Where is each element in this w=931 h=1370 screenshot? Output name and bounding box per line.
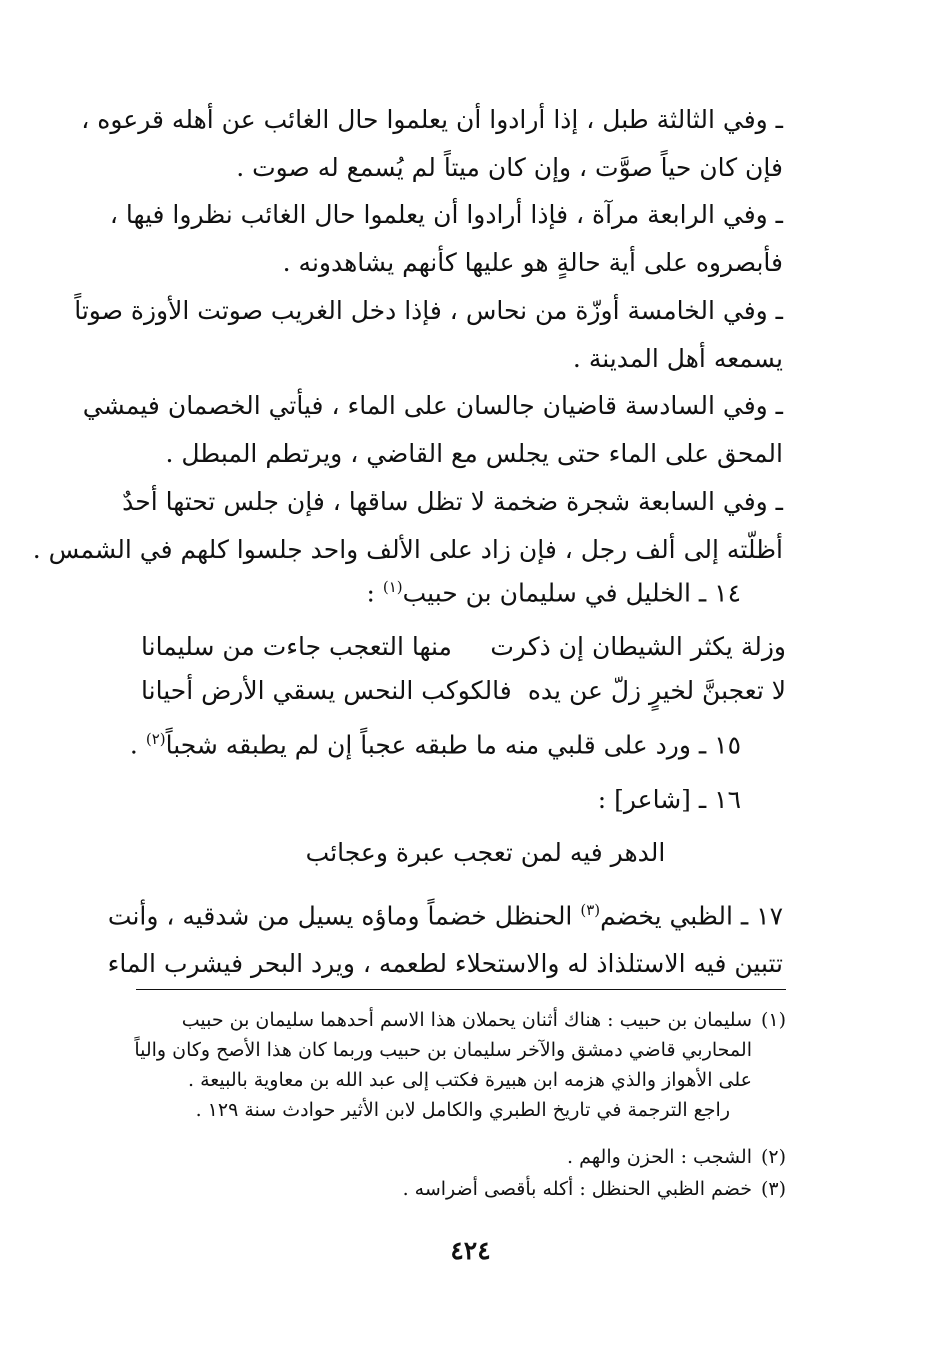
footnote-number: (١) xyxy=(760,1009,786,1031)
paragraph-line: فإن كان حياً صوَّت ، وإن كان ميتاً لم يُسمع له صوت . xyxy=(236,153,783,182)
paragraph-fifth-wonder xyxy=(74,287,783,383)
paragraph-line: فأبصروه على أية حالةٍ هو عليها كأنهم يشاهدونه . xyxy=(282,248,783,277)
verse-second-hemistich: فالكوكب النحس يسقي الأرض أحيانا xyxy=(141,676,512,705)
verse-line-2 xyxy=(141,676,786,722)
paragraph-line: يسمعه أهل المدينة . xyxy=(572,344,783,373)
paragraph-line: ١٧ ـ الظبي يخضم$^{(٣)}$ الحنظل خضماً وماؤه يسيل من شدقيه ، وأنت xyxy=(107,901,783,931)
paragraph-fourth-wonder xyxy=(109,191,783,287)
paragraph-line: تتبين فيه الاستلذاذ له والاستحلاء لطعمه ، ويرد البحر فيشرب الماء xyxy=(107,949,783,979)
verse-first-hemistich: لا تعجبنَّ لخيرٍ زلّ عن يده xyxy=(527,676,786,705)
item-16-heading: ١٦ ـ [شاعر] : xyxy=(597,785,741,814)
footnote-ref-2: (٢) xyxy=(145,730,166,748)
paragraph-line: ـ وفي الثالثة طبل ، إذا أرادوا أن يعلموا حال الغائب عن أهله قرعوه ، xyxy=(81,105,783,134)
paragraph-third-wonder xyxy=(81,96,783,192)
footnote-number: (٢) xyxy=(760,1146,786,1168)
paragraph-sixth-wonder xyxy=(82,382,783,478)
paragraph-seventh-wonder xyxy=(32,478,783,574)
verse-first-hemistich: وزلة يكثر الشيطان إن ذكرت xyxy=(490,632,786,661)
verse-second-hemistich: منها التعجب جاءت من سليمانا xyxy=(141,632,452,661)
footnote-3: (٣)خضم الظبي الحنظل : أكله بأقصى أضراسه . xyxy=(136,1174,786,1204)
verse-line-1 xyxy=(141,632,786,678)
verse-16: الدهر فيه لمن تعجب عبرة وعجائب xyxy=(305,838,666,867)
item-14-heading: ١٤ ـ الخليل في سليمان بن حبيب$^{(١)}$ : xyxy=(366,578,741,608)
paragraph-line: ـ وفي السادسة قاضيان جالسان على الماء ، فيأتي الخصمان فيمشي xyxy=(82,391,783,420)
paragraph-line: ـ وفي الخامسة أوزّة من نحاس ، فإذا دخل الغريب صوتت الأوزة صوتاً xyxy=(74,296,783,325)
page-number: ٤٢٤ xyxy=(450,1236,491,1265)
footnote-number: (٣) xyxy=(760,1178,786,1200)
paragraph-line: أظلّته إلى ألف رجل ، فإن زاد على الألف واحد جلسوا كلهم في الشمس . xyxy=(32,535,783,564)
paragraph-line: ـ وفي السابعة شجرة ضخمة لا تظل ساقها ، فإن جلس تحتها أحدٌ xyxy=(122,487,783,516)
paragraph-item-17 xyxy=(107,886,783,988)
footnote-2: (٢)الشجب : الحزن والهم . xyxy=(136,1142,786,1172)
paragraph-line: المحق على الماء حتى يجلس مع القاضي ، ويرتطم المبطل . xyxy=(165,439,783,468)
footnote-separator xyxy=(136,989,786,990)
footnote-ref-1: (١) xyxy=(382,578,403,596)
paragraph-line: ـ وفي الرابعة مرآة ، فإذا أرادوا أن يعلموا حال الغائب نظروا فيها ، xyxy=(109,200,783,229)
footnote-1: (١)سليمان بن حبيب : هناك أثنان يحملان هذا الاسم أحدهما سليمان بن حبيب المحاربي قاضي دمشق والآخر سليمان بن حبيب وربما كان هذا الأصح وكان والياً على الأهواز والذي هزمه ابن هبيرة فكتب إلى عبد الله بن معاوية بالبيعة . راجع الترجمة في تاريخ الطبري والكامل لابن الأثير حوادث سنة ١٢٩ . xyxy=(136,1005,786,1125)
footnote-ref-3: (٣) xyxy=(580,901,601,919)
item-15-heading: ١٥ ـ ورد على قلبي منه ما طبقه عجباً إن لم يطبقه شجباً$^{(٢)}$ . xyxy=(129,730,741,760)
